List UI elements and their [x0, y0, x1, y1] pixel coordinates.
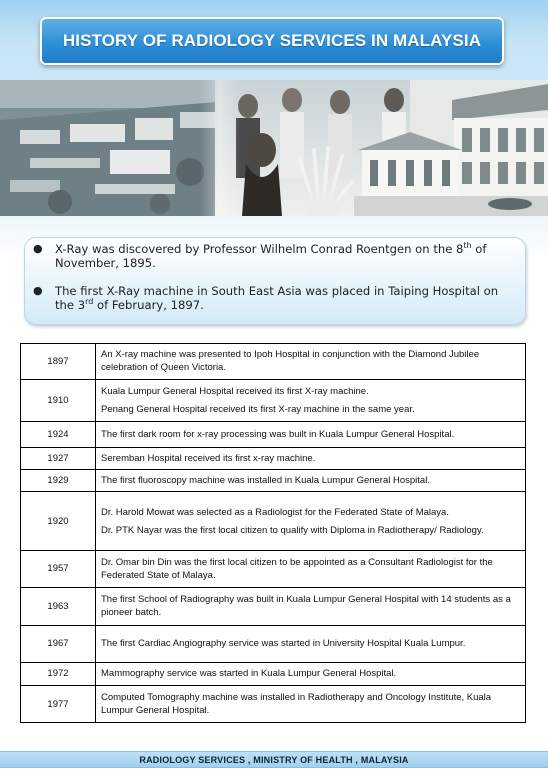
table-row	[21, 662, 526, 686]
fact-roentgen-discovery	[33, 242, 519, 270]
year-cell: 1963	[21, 587, 96, 625]
year-cell: 1972	[21, 662, 96, 686]
event-cell	[96, 686, 526, 723]
table-row	[21, 550, 526, 587]
event-cell	[96, 492, 526, 550]
event-text: Computed Tomography machine was installed in Radiotherapy and Oncology Institute, Kuala Lumpur General Hospital.	[101, 692, 492, 717]
event-cell	[96, 550, 526, 587]
fact-text: of November, 1895.	[55, 242, 487, 270]
year-cell: 1957	[21, 550, 96, 587]
fact-text: of February, 1897.	[93, 298, 204, 312]
photo-collage-graphic	[0, 80, 548, 216]
fact-first-xray-machine	[33, 284, 519, 312]
year-cell: 1924	[21, 421, 96, 448]
key-facts-box	[24, 237, 526, 325]
history-timeline-table	[20, 343, 526, 723]
table-row	[21, 686, 526, 723]
event-text: Dr. Harold Mowat was selected as a Radiologist for the Federated State of Malaya.	[101, 506, 449, 518]
event-cell	[96, 469, 526, 492]
event-cell	[96, 421, 526, 448]
year-cell: 1910	[21, 379, 96, 421]
event-cell	[96, 344, 526, 380]
bullet-icon: ●	[33, 242, 43, 255]
event-cell	[96, 662, 526, 686]
page-title: HISTORY OF RADIOLOGY SERVICES IN MALAYSIA	[62, 31, 482, 50]
event-text: Penang General Hospital received its first X-ray machine in the same year.	[101, 403, 415, 415]
event-text: The first Cardiac Angiography service was started in University Hospital Kuala Lumpur.	[101, 638, 466, 650]
event-text: Dr. Omar bin Din was the first local citizen to be appointed as a Consultant Radiologist for the Federated State of Malaya.	[101, 556, 493, 581]
fact-text: The first X-Ray machine in South East Asia was placed in Taiping Hospital on the 3	[55, 284, 499, 312]
footer-text: RADIOLOGY SERVICES , MINISTRY OF HEALTH , MALAYSIA	[139, 754, 409, 765]
year-cell: 1977	[21, 686, 96, 723]
bullet-icon: ●	[33, 284, 43, 297]
event-text: The first School of Radiography was built in Kuala Lumpur General Hospital with 14 students as a pioneer batch.	[101, 594, 511, 619]
table-row	[21, 379, 526, 421]
event-cell	[96, 448, 526, 470]
table-row	[21, 492, 526, 550]
historical-photo-collage	[0, 80, 548, 216]
year-cell: 1967	[21, 625, 96, 662]
event-text: Seremban Hospital received its first x-ray machine.	[101, 453, 316, 465]
table-row	[21, 344, 526, 380]
timeline-body	[21, 344, 526, 723]
event-text: Mammography service was started in Kuala Lumpur General Hospital.	[101, 668, 397, 680]
event-cell	[96, 587, 526, 625]
title-banner	[40, 17, 504, 65]
fact-superscript: rd	[85, 297, 94, 307]
table-row	[21, 625, 526, 662]
table-row	[21, 587, 526, 625]
event-text: Dr. PTK Nayar was the first local citizen to qualify with Diploma in Radiotherapy/ Radiology.	[101, 524, 484, 536]
event-text: An X-ray machine was presented to Ipoh Hospital in conjunction with the Diamond Jubilee celebration of Queen Victoria.	[101, 349, 480, 374]
event-text: Kuala Lumpur General Hospital received its first X-ray machine.	[101, 385, 369, 397]
footer-bar	[0, 751, 548, 768]
table-row	[21, 421, 526, 448]
fact-text: X-Ray was discovered by Professor Wilhelm Conrad Roentgen on the 8	[55, 242, 464, 256]
table-row	[21, 469, 526, 492]
event-text: The first dark room for x-ray processing was built in Kuala Lumpur General Hospital.	[101, 429, 455, 441]
year-cell: 1920	[21, 492, 96, 550]
event-cell	[96, 625, 526, 662]
event-cell	[96, 379, 526, 421]
table-row	[21, 448, 526, 470]
fact-superscript: th	[463, 241, 472, 251]
event-text: The first fluoroscopy machine was installed in Kuala Lumpur General Hospital.	[101, 475, 430, 487]
year-cell: 1927	[21, 448, 96, 470]
year-cell: 1929	[21, 469, 96, 492]
year-cell: 1897	[21, 344, 96, 380]
